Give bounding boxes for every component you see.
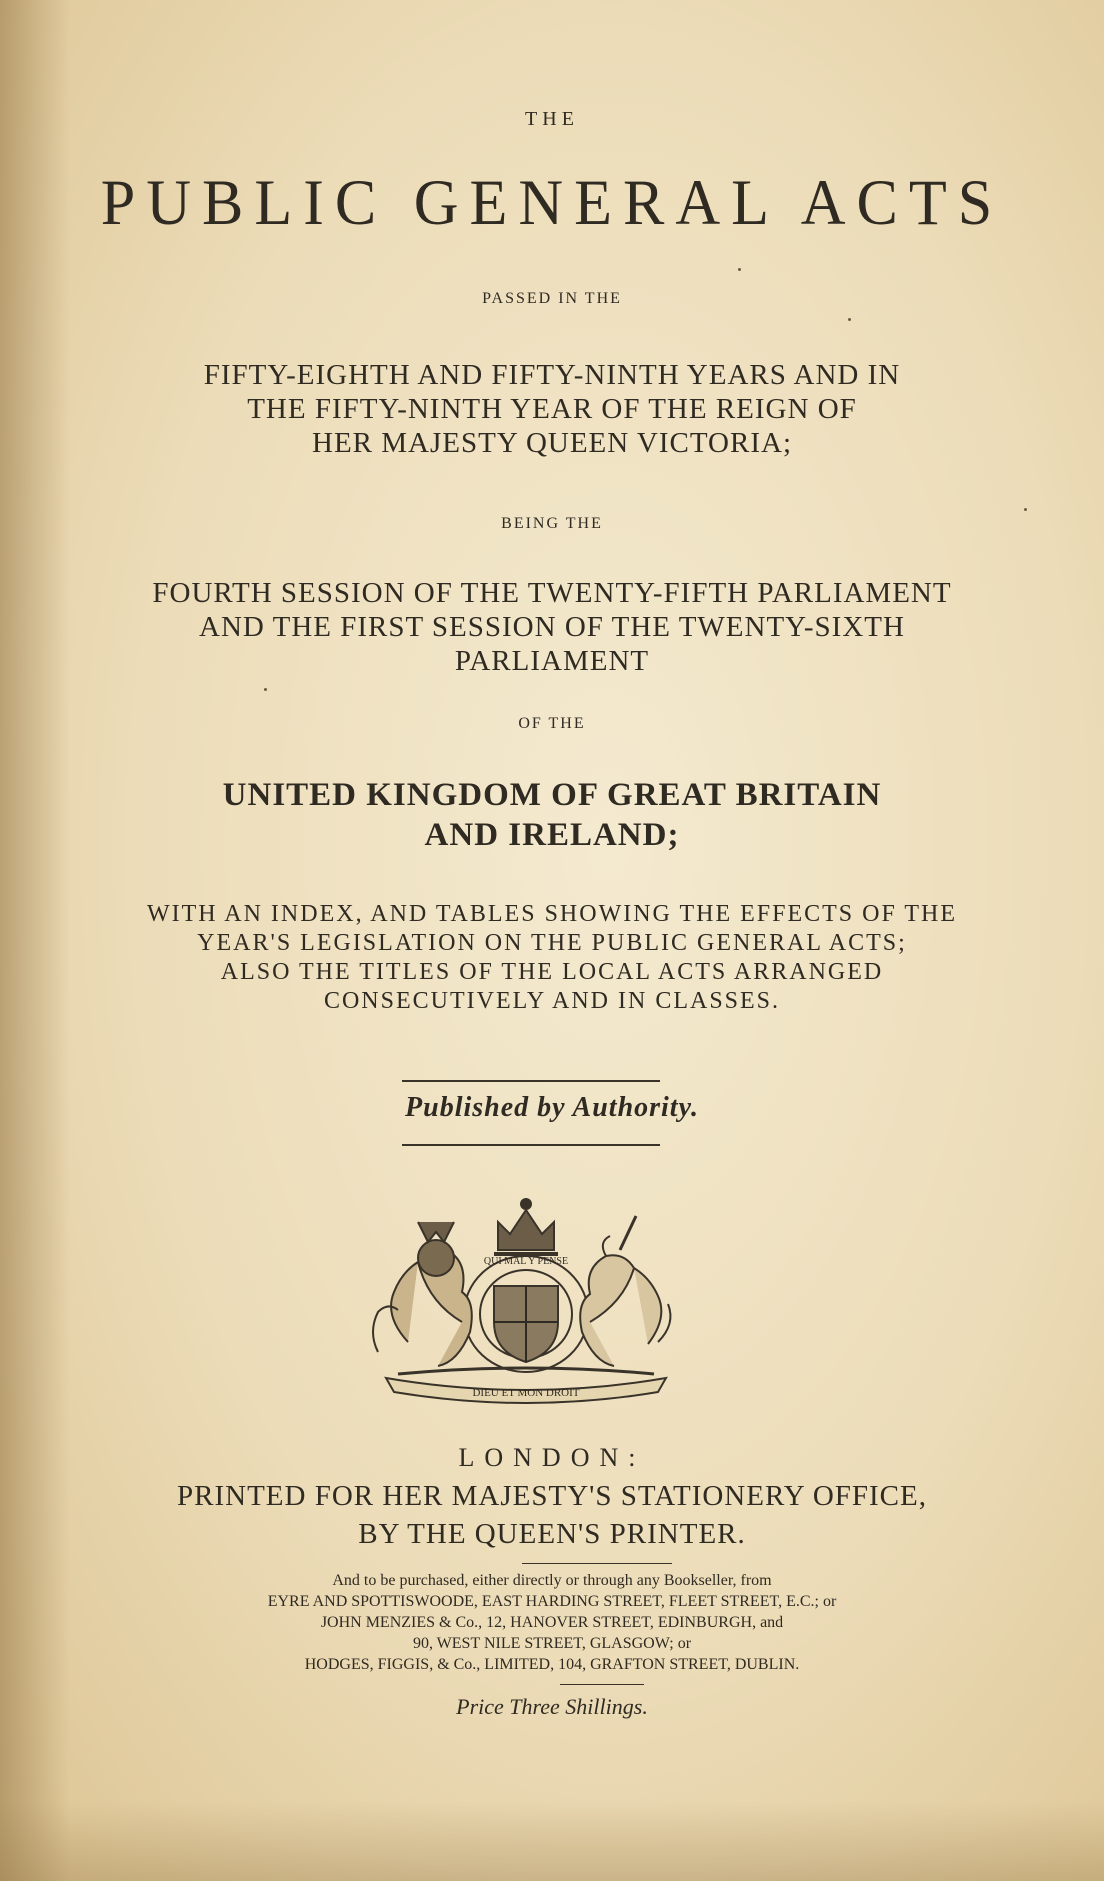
page-shadow-bottom — [0, 1801, 1104, 1881]
index-line: ALSO THE TITLES OF THE LOCAL ACTS ARRANGED — [220, 959, 884, 985]
index-line: WITH AN INDEX, AND TABLES SHOWING THE EFFECTS OF THE — [146, 901, 958, 927]
index-description — [0, 900, 1104, 1016]
kingdom-statement — [0, 775, 1104, 855]
paper-speck — [848, 318, 851, 321]
reign-line: THE FIFTY-NINTH YEAR OF THE REIGN OF — [247, 393, 857, 425]
imprint-printed-for: PRINTED FOR HER MAJESTY'S STATIONERY OFFICE, — [177, 1480, 927, 1512]
purchase-line: EYRE AND SPOTTISWOODE, EAST HARDING STREET, FLEET STREET, E.C.; or — [267, 1593, 837, 1610]
divider-top — [402, 1080, 660, 1082]
paper-speck — [1024, 508, 1027, 511]
purchase-line: And to be purchased, either directly or through any Bookseller, from — [332, 1572, 772, 1589]
purchase-line: HODGES, FIGGIS, & Co., LIMITED, 104, GRAFTON STREET, DUBLIN. — [304, 1656, 800, 1673]
purchase-line: JOHN MENZIES & Co., 12, HANOVER STREET, EDINBURGH, and — [320, 1614, 784, 1631]
being-the-label: BEING THE — [501, 515, 603, 532]
purchase-line: 90, WEST NILE STREET, GLASGOW; or — [412, 1635, 692, 1652]
published-by-authority: Published by Authority. — [405, 1092, 699, 1123]
of-the-label: OF THE — [518, 715, 586, 732]
session-statement — [0, 576, 1104, 678]
passed-in-label: PASSED IN THE — [482, 290, 622, 307]
purchase-details — [0, 1570, 1104, 1675]
garter-motto: QUI MAL Y PENSE — [483, 1256, 569, 1267]
imprint-printer: BY THE QUEEN'S PRINTER. — [358, 1518, 746, 1550]
price-label: Price Three Shillings. — [456, 1694, 648, 1719]
session-line: AND THE FIRST SESSION OF THE TWENTY-SIXTH — [199, 611, 905, 643]
imprint-city: LONDON: — [458, 1443, 646, 1472]
kingdom-line: AND IRELAND; — [424, 817, 680, 853]
paper-speck — [264, 688, 267, 691]
reign-line: FIFTY-EIGHTH AND FIFTY-NINTH YEARS AND IN — [203, 359, 901, 391]
royal-coat-of-arms-icon — [358, 1192, 694, 1404]
ribbon-motto: DIEU ET MON DROIT — [472, 1387, 580, 1399]
imprint-divider — [522, 1563, 672, 1564]
kingdom-line: UNITED KINGDOM OF GREAT BRITAIN — [222, 777, 882, 813]
index-line: YEAR'S LEGISLATION ON THE PUBLIC GENERAL ACTS; — [197, 930, 907, 956]
index-line: CONSECUTIVELY AND IN CLASSES. — [323, 988, 781, 1014]
price-divider — [560, 1684, 644, 1685]
title-article: THE — [525, 108, 579, 130]
reign-statement — [0, 358, 1104, 460]
paper-speck — [738, 268, 741, 271]
main-title: PUBLIC GENERAL ACTS — [100, 167, 1004, 239]
session-line: PARLIAMENT — [454, 645, 650, 677]
session-line: FOURTH SESSION OF THE TWENTY-FIFTH PARLIAMENT — [152, 577, 952, 609]
reign-line: HER MAJESTY QUEEN VICTORIA; — [312, 427, 792, 459]
divider-bottom — [402, 1144, 660, 1146]
